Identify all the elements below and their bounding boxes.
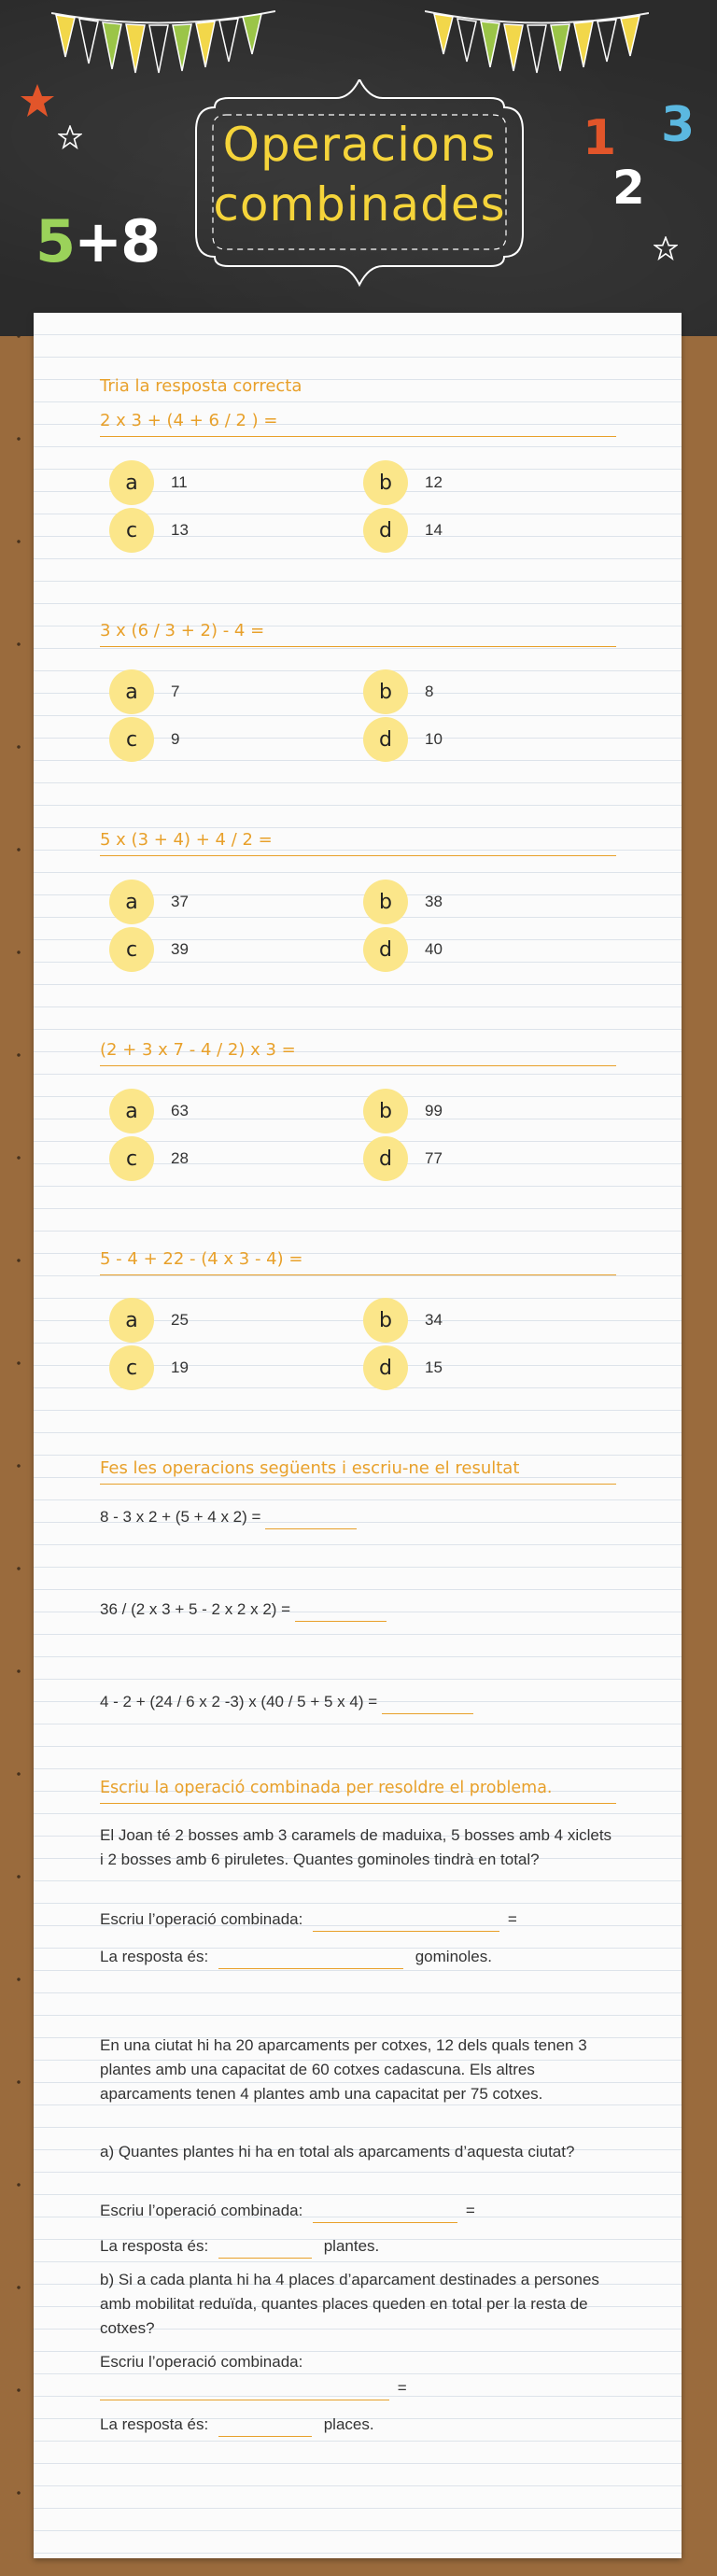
- option-q4-d[interactable]: [363, 1135, 443, 1182]
- option-letter: c: [109, 717, 154, 762]
- exercise-3: [100, 1690, 618, 1714]
- option-letter: d: [363, 1136, 408, 1181]
- option-q1-d[interactable]: [363, 507, 443, 554]
- problem2-text: En una ciutat hi ha 20 aparcaments per cotxes, 12 dels quals tenen 3 plantes amb una capacitat de 60 cotxes cadascuna. Els altres aparcaments tenen 4 plantes amb una capacitat per 75 cotxes.: [100, 2036, 587, 2103]
- option-value: 14: [425, 521, 443, 539]
- option-q2-c[interactable]: [109, 716, 179, 763]
- problem2-question-b: b) Si a cada planta hi ha 4 places d’aparcament destinades a persones amb mobilitat reduïda, quantes places queden en total per la resta de cotxes?: [100, 2271, 599, 2337]
- answer-blank[interactable]: [218, 1952, 403, 1969]
- option-q1-a[interactable]: [109, 459, 188, 506]
- option-q1-c[interactable]: [109, 507, 189, 554]
- option-value: 9: [171, 730, 180, 748]
- deco-left-equation: 5+8: [35, 207, 160, 275]
- exercise-expression: 36 / (2 x 3 + 5 - 2 x 2 x 2) =: [100, 1600, 291, 1618]
- title-line-1: Operacions: [222, 118, 497, 172]
- problem1-answer-row: [100, 1945, 618, 1969]
- option-q3-d[interactable]: [363, 926, 443, 973]
- bunting-left-icon: [51, 6, 275, 90]
- deco-number-1: 1: [583, 110, 617, 166]
- title-frame: [177, 79, 541, 289]
- question-5: 5 - 4 + 22 - (4 x 3 - 4) =: [100, 1249, 616, 1275]
- option-letter: a: [109, 1298, 154, 1343]
- page-title: [177, 115, 541, 234]
- option-value: 77: [425, 1149, 443, 1167]
- question-3: 5 x (3 + 4) + 4 / 2 =: [100, 830, 616, 856]
- operation-blank[interactable]: [100, 2384, 389, 2400]
- answer-unit: plantes.: [323, 2237, 380, 2255]
- option-q2-d[interactable]: [363, 716, 443, 763]
- star-red-icon: [19, 82, 56, 120]
- option-letter: c: [109, 508, 154, 553]
- option-value: 40: [425, 940, 443, 958]
- option-letter: d: [363, 1345, 408, 1390]
- option-letter: d: [363, 927, 408, 972]
- answer-label: La resposta és:: [100, 2237, 209, 2255]
- problem1-operation-row: [100, 1907, 618, 1932]
- question-2: 3 x (6 / 3 + 2) - 4 =: [100, 621, 616, 647]
- option-q3-a[interactable]: [109, 879, 189, 925]
- option-letter: c: [109, 1345, 154, 1390]
- problem2b-operation-row: [100, 2376, 618, 2400]
- option-value: 19: [171, 1358, 189, 1376]
- option-value: 10: [425, 730, 443, 748]
- exercise-1: [100, 1505, 618, 1529]
- operation-label: Escriu l’operació combinada:: [100, 1910, 303, 1928]
- option-value: 38: [425, 893, 443, 910]
- option-letter: d: [363, 717, 408, 762]
- option-q5-d[interactable]: [363, 1344, 443, 1391]
- section1-title: Tria la resposta correcta: [100, 376, 302, 396]
- problem2a-operation-row: [100, 2199, 618, 2223]
- option-value: 37: [171, 893, 189, 910]
- answer-unit: places.: [323, 2415, 374, 2433]
- answer-label: La resposta és:: [100, 1948, 209, 1965]
- option-letter: b: [363, 1298, 408, 1343]
- option-letter: a: [109, 1089, 154, 1133]
- problem2b-answer-row: [100, 2413, 618, 2437]
- option-value: 7: [171, 683, 180, 700]
- option-letter: b: [363, 1089, 408, 1133]
- option-value: 15: [425, 1358, 443, 1376]
- option-q5-c[interactable]: [109, 1344, 189, 1391]
- option-value: 28: [171, 1149, 189, 1167]
- option-q4-a[interactable]: [109, 1088, 189, 1134]
- bunting-right-icon: [425, 6, 649, 90]
- answer-blank[interactable]: [382, 1697, 473, 1714]
- option-value: 99: [425, 1102, 443, 1119]
- option-q3-b[interactable]: [363, 879, 443, 925]
- option-q4-b[interactable]: [363, 1088, 443, 1134]
- operation-label: Escriu l’operació combinada:: [100, 2202, 303, 2219]
- header-chalkboard: [0, 0, 717, 336]
- section2-title: Fes les operacions següents i escriu-ne el resultat: [100, 1458, 616, 1485]
- option-q3-c[interactable]: [109, 926, 189, 973]
- option-value: 13: [171, 521, 189, 539]
- option-q1-b[interactable]: [363, 459, 443, 506]
- option-q5-a[interactable]: [109, 1297, 189, 1344]
- problem2-question-a: a) Quantes plantes hi ha en total als aparcaments d’aquesta ciutat?: [100, 2143, 575, 2161]
- option-value: 11: [171, 473, 188, 491]
- answer-unit: gominoles.: [415, 1948, 492, 1965]
- exercise-expression: 8 - 3 x 2 + (5 + 4 x 2) =: [100, 1508, 261, 1526]
- option-letter: b: [363, 669, 408, 714]
- operation-blank[interactable]: [313, 2206, 457, 2223]
- answer-blank[interactable]: [218, 2242, 312, 2259]
- option-letter: a: [109, 669, 154, 714]
- option-letter: a: [109, 880, 154, 924]
- equals-sign: =: [397, 2379, 407, 2397]
- option-letter: d: [363, 508, 408, 553]
- option-value: 8: [425, 683, 434, 700]
- option-letter: c: [109, 927, 154, 972]
- exercise-2: [100, 1598, 618, 1622]
- question-4: (2 + 3 x 7 - 4 / 2) x 3 =: [100, 1040, 616, 1066]
- option-letter: b: [363, 880, 408, 924]
- star-outline-icon: [58, 125, 82, 149]
- problem2a-answer-row: [100, 2234, 618, 2259]
- option-letter: a: [109, 460, 154, 505]
- answer-label: La resposta és:: [100, 2415, 209, 2433]
- option-value: 39: [171, 940, 189, 958]
- section3-title: Escriu la operació combinada per resoldre el problema.: [100, 1779, 616, 1804]
- answer-blank[interactable]: [265, 1513, 357, 1529]
- option-q4-c[interactable]: [109, 1135, 189, 1182]
- option-value: 12: [425, 473, 443, 491]
- option-letter: c: [109, 1136, 154, 1181]
- option-value: 34: [425, 1311, 443, 1329]
- option-value: 63: [171, 1102, 189, 1119]
- option-value: 25: [171, 1311, 189, 1329]
- exercise-expression: 4 - 2 + (24 / 6 x 2 -3) x (40 / 5 + 5 x 4) =: [100, 1693, 378, 1710]
- problem2b-operation-label: Escriu l’operació combinada:: [100, 2353, 303, 2371]
- option-q2-a[interactable]: [109, 669, 179, 715]
- option-q5-b[interactable]: [363, 1297, 443, 1344]
- deco-number-2: 2: [612, 161, 645, 215]
- deco-number-3: 3: [661, 97, 696, 153]
- question-1: 2 x 3 + (4 + 6 / 2 ) =: [100, 411, 616, 437]
- equals-sign: =: [507, 1910, 517, 1928]
- option-letter: b: [363, 460, 408, 505]
- answer-blank[interactable]: [295, 1605, 387, 1622]
- option-q2-b[interactable]: [363, 669, 433, 715]
- star-outline-right-icon: [654, 236, 678, 260]
- problem1-text: El Joan té 2 bosses amb 3 caramels de maduixa, 5 bosses amb 4 xiclets i 2 bosses amb 6 piruletes. Quantes gominoles tindrà en total?: [100, 1826, 612, 1868]
- answer-blank[interactable]: [218, 2420, 312, 2437]
- title-line-2: combinades: [213, 177, 506, 232]
- operation-blank[interactable]: [313, 1915, 499, 1932]
- equals-sign: =: [465, 2202, 475, 2219]
